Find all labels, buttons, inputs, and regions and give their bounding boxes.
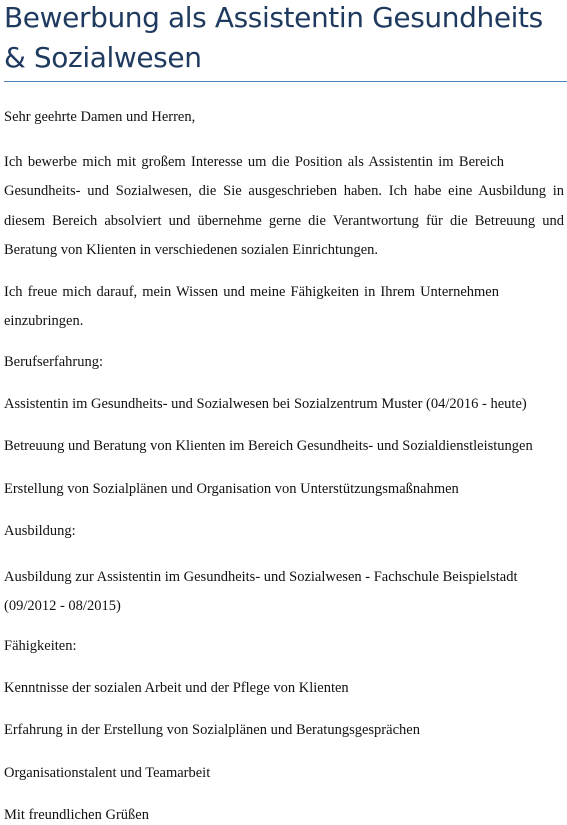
title-underline bbox=[4, 81, 567, 82]
education-heading: Ausbildung: bbox=[4, 523, 76, 539]
document-title bbox=[4, 0, 564, 76]
experience-item: Erstellung von Sozialplänen und Organisation von Unterstützungsmaßnahmen bbox=[4, 481, 459, 497]
experience-item: Assistentin im Gesundheits- und Sozialwesen bei Sozialzentrum Muster (04/2016 - heute) bbox=[4, 396, 527, 412]
title-line-2: & Sozialwesen bbox=[4, 41, 202, 74]
closing: Mit freundlichen Grüßen bbox=[4, 807, 149, 823]
skill-item: Organisationstalent und Teamarbeit bbox=[4, 765, 211, 781]
motivation-line: Ich freue mich darauf, mein Wissen und meine Fähigkeiten in Ihrem Unternehmen bbox=[4, 284, 499, 300]
education-line: (09/2012 - 08/2015) bbox=[4, 598, 121, 615]
intro-paragraph bbox=[4, 148, 564, 265]
skills-heading: Fähigkeiten: bbox=[4, 638, 77, 654]
skill-item: Erfahrung in der Erstellung von Sozialplänen und Beratungsgesprächen bbox=[4, 722, 420, 738]
skill-item: Kenntnisse der sozialen Arbeit und der Pflege von Klienten bbox=[4, 680, 349, 696]
intro-line: Ich bewerbe mich mit großem Interesse um die Position als Assistentin im Bereich bbox=[4, 154, 504, 170]
experience-heading: Berufserfahrung: bbox=[4, 354, 104, 370]
motivation-line: einzubringen. bbox=[4, 313, 84, 330]
experience-item: Betreuung und Beratung von Klienten im Bereich Gesundheits- und Sozialdienstleistungen bbox=[4, 438, 533, 454]
title-line-1: Bewerbung als Assistentin Gesundheits bbox=[4, 1, 543, 34]
motivation-paragraph bbox=[4, 278, 564, 337]
intro-line: diesem Bereich absolviert und übernehme gerne die Verantwortung für die Betreuung und bbox=[4, 212, 564, 229]
education-line: Ausbildung zur Assistentin im Gesundheits- und Sozialwesen - Fachschule Beispielstadt bbox=[4, 569, 518, 585]
education-entry bbox=[4, 563, 564, 622]
greeting: Sehr geehrte Damen und Herren, bbox=[4, 109, 196, 125]
intro-line: Beratung von Klienten in verschiedenen sozialen Einrichtungen. bbox=[4, 241, 379, 258]
intro-line: Gesundheits- und Sozialwesen, die Sie ausgeschrieben haben. Ich habe eine Ausbildung in bbox=[4, 183, 564, 200]
